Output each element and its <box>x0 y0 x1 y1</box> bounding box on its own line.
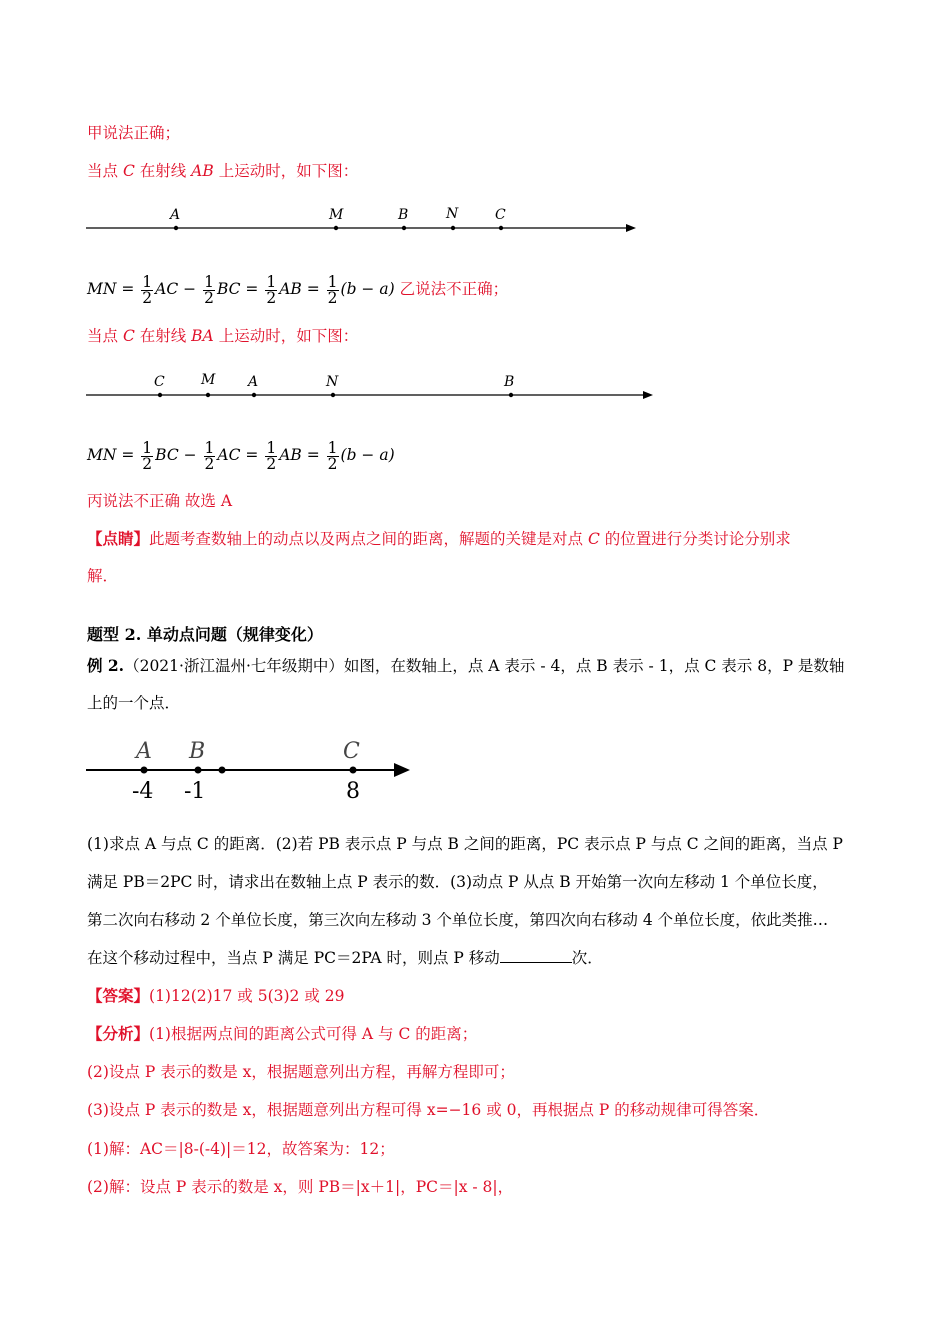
axis3-point-b: B <box>189 739 206 764</box>
axis2-label-n: N <box>326 374 339 390</box>
number-line-case1 <box>80 200 650 240</box>
analysis-line2: (2)设点 P 表示的数是 x，根据题意列出方程，再解方程即可； <box>87 1063 515 1081</box>
case2-intro: 当点 C 在射线 BA 上运动时，如下图： <box>87 327 359 345</box>
axis2-label-m: M <box>201 372 216 388</box>
equation-case1: MN = $\frac{1}{2}$ AC − $\frac{1}{2}$ BC = $\frac{1}{2}$ AB = $\frac{1}{2}$ (b − a) 乙说法不正确； <box>87 272 509 307</box>
example-line1: 例 2.（2021·浙江温州·七年级期中）如图，在数轴上，点 A 表示 - 4，点 B 表示 - 1，点 C 表示 8，P 是数轴 <box>87 656 845 675</box>
statement-yi: 乙说法不正确； <box>399 280 509 298</box>
case1-intro: 当点 C 在射线 AB 上运动时，如下图： <box>87 162 359 180</box>
analysis-line1: 【分析】(1)根据两点间的距离公式可得 A 与 C 的距离； <box>87 1024 478 1043</box>
statement-bing: 丙说法不正确 故选 A <box>87 492 233 510</box>
number-line-case2 <box>80 366 660 406</box>
statement-jia: 甲说法正确； <box>87 124 181 142</box>
answer-line: 【答案】(1)12(2)17 或 5(3)2 或 29 <box>87 986 345 1005</box>
axis3-value-a: -4 <box>132 779 154 804</box>
axis3-value-b: -1 <box>184 779 206 804</box>
axis3-value-c: 8 <box>346 779 360 804</box>
axis3-point-c: C <box>343 739 360 764</box>
number-line-example <box>80 730 420 805</box>
axis1-label-b: B <box>398 207 409 223</box>
axis2-label-c: C <box>154 374 165 390</box>
axis1-label-m: M <box>329 207 344 223</box>
dianjing-line1: 【点睛】此题考查数轴上的动点以及两点之间的距离，解题的关键是对点 C 的位置进行分类讨论分别求 <box>87 529 791 548</box>
section-title: 题型 2. 单动点问题（规律变化） <box>87 625 323 644</box>
example-line2: 上的一个点． <box>87 694 181 712</box>
answer-blank <box>500 948 572 963</box>
solution-line1: (1)解：AC＝|8-(-4)|＝12，故答案为：12； <box>87 1140 395 1158</box>
solution-line2: (2)解：设点 P 表示的数是 x，则 PB＝|x＋1|，PC＝|x - 8|， <box>87 1178 514 1196</box>
equation-case2: MN = $\frac{1}{2}$ BC − $\frac{1}{2}$ AC = $\frac{1}{2}$ AB = $\frac{1}{2}$ (b − a) <box>87 438 395 473</box>
axis1-label-c: C <box>495 207 506 223</box>
axis2-label-b: B <box>504 374 515 390</box>
axis3-point-a: A <box>136 739 152 764</box>
axis1-label-a: A <box>170 207 181 223</box>
axis2-label-a: A <box>248 374 259 390</box>
dianjing-line2: 解． <box>87 567 119 585</box>
question-line2: 满足 PB＝2PC 时，请求出在数轴上点 P 表示的数．(3)动点 P 从点 B 开始第一次向左移动 1 个单位长度， <box>87 873 828 891</box>
question-line3: 第二次向右移动 2 个单位长度，第三次向左移动 3 个单位长度，第四次向右移动 4 个单位长度，依此类推… <box>87 911 829 929</box>
question-line4: 在这个移动过程中，当点 P 满足 PC＝2PA 时，则点 P 移动 次． <box>87 949 603 967</box>
axis1-label-n: N <box>446 206 459 222</box>
analysis-line3: (3)设点 P 表示的数是 x，根据题意列出方程可得 x=−16 或 0，再根据点 P 的移动规律可得答案． <box>87 1101 770 1119</box>
question-line1: (1)求点 A 与点 C 的距离．(2)若 PB 表示点 P 与点 B 之间的距离，PC 表示点 P 与点 C 之间的距离，当点 P <box>87 835 843 853</box>
